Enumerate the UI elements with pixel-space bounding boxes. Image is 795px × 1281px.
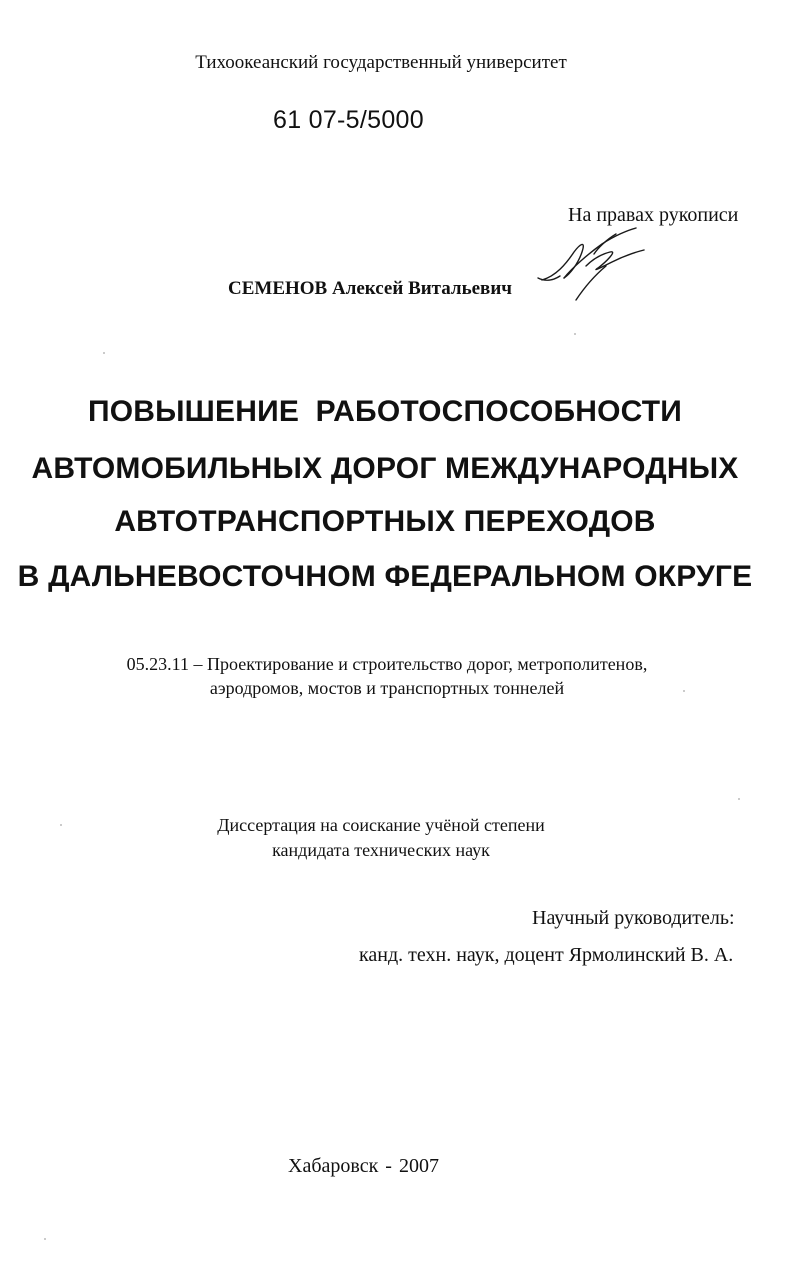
specialty-line-1: 05.23.11 – Проектирование и строительство дорог, метрополитенов, <box>126 654 648 674</box>
scan-speck <box>683 690 685 692</box>
thesis-title-line-3: АВТОТРАНСПОРТНЫХ ПЕРЕХОДОВ <box>114 505 656 538</box>
degree-line-1: Диссертация на соискание учёной степени <box>217 815 545 835</box>
catalog-number: 61 07-5/5000 <box>273 106 424 134</box>
author-name: СЕМЕНОВ Алексей Витальевич <box>228 278 512 299</box>
thesis-title-line-2: АВТОМОБИЛЬНЫХ ДОРОГ МЕЖДУНАРОДНЫХ <box>31 452 739 485</box>
scan-speck <box>60 824 62 826</box>
handwritten-signature <box>536 218 656 308</box>
scan-speck <box>738 798 740 800</box>
thesis-title-line-1: ПОВЫШЕНИЕ РАБОТОСПОСОБНОСТИ <box>87 395 683 428</box>
scan-speck <box>44 1238 46 1240</box>
thesis-title-line-4: В ДАЛЬНЕВОСТОЧНОМ ФЕДЕРАЛЬНОМ ОКРУГЕ <box>17 560 753 593</box>
rights-note: На правах рукописи <box>568 204 739 226</box>
university-name: Тихоокеанский государственный университет <box>195 52 567 73</box>
degree-line-2: кандидата технических наук <box>272 840 490 860</box>
advisor-name: канд. техн. наук, доцент Ярмолинский В. А. <box>359 944 734 966</box>
scan-speck <box>574 333 576 335</box>
scan-speck <box>103 352 105 354</box>
advisor-label: Научный руководитель: <box>532 907 735 929</box>
city-year: Хабаровск - 2007 <box>288 1155 439 1177</box>
specialty-line-2: аэродромов, мостов и транспортных тоннелей <box>209 678 565 698</box>
